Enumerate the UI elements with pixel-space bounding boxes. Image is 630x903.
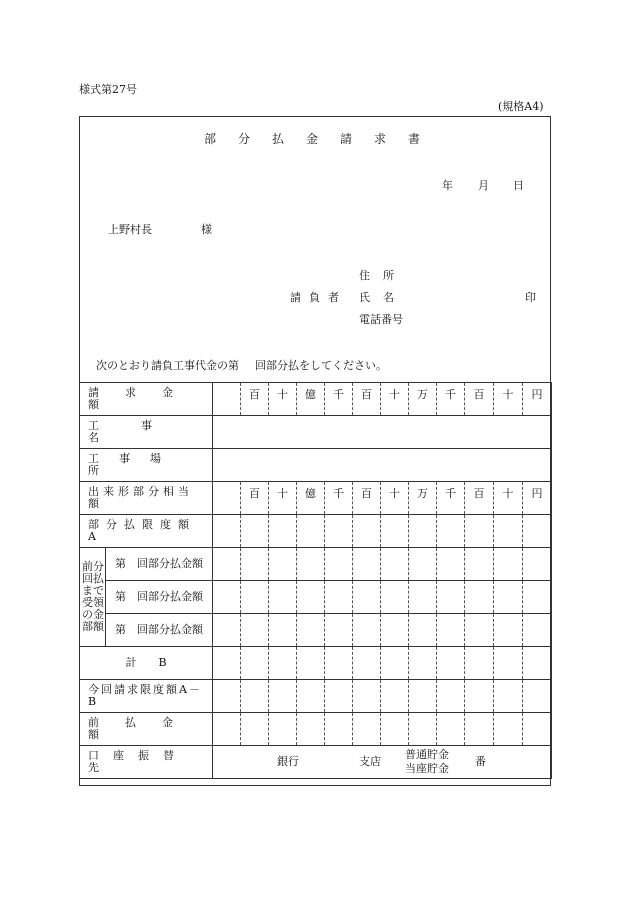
amount-cell[interactable] (494, 713, 523, 746)
amount-cell[interactable] (241, 581, 269, 614)
unit-label: 十 (389, 487, 400, 500)
amount-cell[interactable] (494, 548, 523, 581)
amount-cell[interactable] (297, 680, 325, 713)
amount-cell[interactable] (409, 614, 437, 647)
amount-cell[interactable] (465, 614, 494, 647)
unit-label: 十 (502, 487, 514, 500)
digit-cell[interactable] (297, 482, 325, 515)
amount-cell[interactable] (213, 581, 241, 614)
amount-cell[interactable] (381, 515, 409, 548)
work-place-label (80, 453, 212, 477)
progress-amount-label (80, 486, 212, 510)
unit-label: 百 (249, 487, 260, 500)
amount-cell[interactable] (437, 680, 465, 713)
amount-cell[interactable] (353, 647, 381, 680)
addressee-honorific: 様 (201, 223, 212, 236)
amount-cell[interactable] (523, 581, 552, 614)
digit-cell[interactable] (269, 482, 297, 515)
unit-label: 万 (417, 388, 428, 401)
form-number: 様式第27号 (79, 83, 137, 96)
unit-label: 円 (531, 487, 543, 500)
amount-cell[interactable] (269, 515, 297, 548)
unit-label: 千 (333, 487, 344, 500)
amount-cell[interactable] (437, 713, 465, 746)
amount-cell[interactable] (213, 647, 241, 680)
amount-cell[interactable] (409, 680, 437, 713)
work-name-label (80, 420, 212, 444)
digit-cell[interactable] (437, 383, 465, 416)
date-month-label: 月 (478, 179, 489, 192)
amount-cell[interactable] (465, 647, 494, 680)
amount-cell[interactable] (241, 515, 269, 548)
amount-cell[interactable] (241, 713, 269, 746)
digit-cell[interactable] (325, 482, 353, 515)
prior-row-1-label: 第 回部分払金額 (115, 557, 203, 570)
amount-cell[interactable] (241, 548, 269, 581)
digit-cell[interactable] (325, 383, 353, 416)
amount-cell[interactable] (325, 515, 353, 548)
amount-cell[interactable] (437, 647, 465, 680)
row-transfer (80, 746, 552, 779)
limit-current-label (80, 684, 212, 708)
bank-account-field[interactable] (213, 746, 552, 779)
digit-cell[interactable] (523, 383, 552, 416)
amount-cell[interactable] (523, 548, 552, 581)
digit-cell[interactable] (297, 383, 325, 416)
date-day-label: 日 (513, 179, 524, 192)
amount-cell[interactable] (381, 548, 409, 581)
branch-label: 支店 (359, 755, 381, 768)
amount-cell[interactable] (409, 581, 437, 614)
amount-cell[interactable] (494, 581, 523, 614)
row-work-place (80, 449, 552, 482)
row-progress-amount (80, 482, 552, 515)
request-sentence-before: 次のとおり請負工事代金の第 (96, 359, 239, 372)
account-number-label: 番 (475, 755, 486, 768)
row-total-b (80, 647, 552, 680)
amount-cell[interactable] (465, 581, 494, 614)
amount-cell[interactable] (269, 680, 297, 713)
paper-spec: (規格A4) (498, 100, 544, 113)
unit-label: 十 (277, 487, 288, 500)
label-text: 前払金額 (88, 716, 199, 741)
advance-label (80, 717, 212, 741)
amount-cell[interactable] (409, 548, 437, 581)
prior-payments-group-label (80, 548, 106, 647)
unit-label: 円 (531, 388, 543, 401)
amount-cell[interactable] (409, 713, 437, 746)
unit-label: 千 (445, 487, 456, 500)
amount-cell[interactable] (269, 614, 297, 647)
seal-mark: 印 (525, 291, 536, 304)
address-label: 住所 (359, 269, 407, 282)
unit-label: 百 (249, 388, 260, 401)
claim-amount-label (80, 387, 212, 411)
unit-label: 十 (277, 388, 288, 401)
amount-cell[interactable] (465, 548, 494, 581)
amount-cell[interactable] (297, 548, 325, 581)
digit-cell[interactable] (241, 383, 269, 416)
amount-cell[interactable] (381, 581, 409, 614)
label-text: 工事場所 (88, 452, 181, 477)
label-text: 口座振替先 (88, 749, 188, 774)
digit-cell[interactable] (381, 383, 409, 416)
label-text: 出来形部分相当額 (88, 485, 193, 510)
amount-cell[interactable] (353, 680, 381, 713)
digit-cell[interactable] (465, 482, 494, 515)
amount-cell[interactable] (241, 614, 269, 647)
amount-cell[interactable] (297, 515, 325, 548)
amount-cell[interactable] (381, 614, 409, 647)
amount-cell[interactable] (523, 680, 552, 713)
digit-cell[interactable] (465, 383, 494, 416)
amount-cell[interactable] (297, 647, 325, 680)
row-limit-a (80, 515, 552, 548)
amount-cell[interactable] (437, 515, 465, 548)
amount-cell[interactable] (353, 581, 381, 614)
amount-cell[interactable] (297, 614, 325, 647)
amount-cell[interactable] (325, 581, 353, 614)
amount-cell[interactable] (409, 515, 437, 548)
prior-row-3-label: 第 回部分払金額 (115, 623, 203, 636)
prior-group-text: 前分回払まで受領の金部額 (82, 560, 104, 633)
digit-cell[interactable] (241, 482, 269, 515)
amount-cell[interactable] (241, 647, 269, 680)
amount-cell[interactable] (437, 581, 465, 614)
amount-cell[interactable] (213, 713, 241, 746)
work-place-field[interactable] (213, 449, 552, 482)
label-text: 今回請求限度額A－B (88, 683, 202, 708)
spacer-cell (213, 482, 241, 515)
amount-cell[interactable] (465, 713, 494, 746)
amount-cell[interactable] (437, 614, 465, 647)
digit-cell[interactable] (353, 482, 381, 515)
digit-cell[interactable] (409, 482, 437, 515)
amount-cell[interactable] (269, 713, 297, 746)
unit-label: 千 (333, 388, 344, 401)
label-text: 工事名 (88, 419, 194, 444)
amount-cell[interactable] (213, 515, 241, 548)
amount-cell[interactable] (325, 548, 353, 581)
prior-row-2-label: 第 回部分払金額 (115, 590, 203, 603)
amount-cell[interactable] (213, 680, 241, 713)
digit-cell[interactable] (523, 482, 552, 515)
spacer-cell (213, 383, 241, 416)
unit-label: 百 (473, 487, 485, 500)
digit-cell[interactable] (269, 383, 297, 416)
unit-label: 百 (473, 388, 485, 401)
total-b-label: 計 B (125, 656, 167, 669)
amount-cell[interactable] (325, 614, 353, 647)
unit-label: 百 (361, 487, 372, 500)
amount-cell[interactable] (437, 548, 465, 581)
claim-table (79, 382, 552, 779)
row-work-name (80, 416, 552, 449)
amount-cell[interactable] (465, 515, 494, 548)
unit-label: 千 (445, 388, 456, 401)
amount-cell[interactable] (353, 515, 381, 548)
limit-a-label (80, 519, 212, 543)
form-title: 部分払金請求書 (204, 132, 443, 146)
row-claim-amount (80, 383, 552, 416)
digit-cell[interactable] (437, 482, 465, 515)
phone-label: 電話番号 (359, 313, 403, 326)
amount-cell[interactable] (523, 647, 552, 680)
row-limit-current (80, 680, 552, 713)
amount-cell[interactable] (523, 515, 552, 548)
amount-cell[interactable] (241, 680, 269, 713)
ordinary-savings-label: 普通貯金 (405, 748, 449, 761)
amount-cell[interactable] (269, 647, 297, 680)
amount-cell[interactable] (353, 614, 381, 647)
label-text: 請求金額 (88, 386, 199, 411)
unit-label: 億 (305, 487, 316, 500)
unit-label: 億 (305, 388, 316, 401)
amount-cell[interactable] (523, 614, 552, 647)
bank-label: 銀行 (277, 755, 299, 768)
digit-cell[interactable] (353, 383, 381, 416)
amount-cell[interactable] (381, 680, 409, 713)
amount-cell[interactable] (325, 647, 353, 680)
contractor-name-label: 氏名 (359, 291, 407, 304)
amount-cell[interactable] (381, 713, 409, 746)
contractor-role-label: 請負者 (290, 291, 347, 304)
digit-cell[interactable] (381, 482, 409, 515)
work-name-field[interactable] (213, 416, 552, 449)
amount-cell[interactable] (269, 581, 297, 614)
row-prior-2 (80, 581, 552, 614)
request-sentence-after: 回部分払をしてください。 (255, 359, 387, 372)
amount-cell[interactable] (465, 680, 494, 713)
unit-label: 万 (417, 487, 428, 500)
amount-cell[interactable] (494, 647, 523, 680)
amount-cell[interactable] (494, 515, 523, 548)
amount-cell[interactable] (494, 614, 523, 647)
label-text: 部分払限度額A (88, 518, 196, 543)
current-savings-label: 当座貯金 (405, 762, 449, 775)
amount-cell[interactable] (325, 713, 353, 746)
amount-cell[interactable] (297, 581, 325, 614)
amount-cell[interactable] (494, 680, 523, 713)
row-prior-1 (80, 548, 552, 581)
unit-label: 百 (361, 388, 372, 401)
date-year-label: 年 (442, 179, 453, 192)
amount-cell[interactable] (381, 647, 409, 680)
amount-cell[interactable] (523, 713, 552, 746)
digit-cell[interactable] (494, 482, 523, 515)
amount-cell[interactable] (297, 713, 325, 746)
amount-cell[interactable] (409, 647, 437, 680)
amount-cell[interactable] (213, 548, 241, 581)
request-sentence (96, 360, 387, 372)
digit-cell[interactable] (409, 383, 437, 416)
amount-cell[interactable] (269, 548, 297, 581)
amount-cell[interactable] (353, 548, 381, 581)
unit-label: 十 (389, 388, 400, 401)
row-prior-3 (80, 614, 552, 647)
digit-cell[interactable] (494, 383, 523, 416)
amount-cell[interactable] (353, 713, 381, 746)
unit-label: 十 (502, 388, 514, 401)
transfer-label (80, 750, 212, 774)
row-advance (80, 713, 552, 746)
amount-cell[interactable] (325, 680, 353, 713)
amount-cell[interactable] (213, 614, 241, 647)
addressee-name: 上野村長 (108, 223, 152, 236)
